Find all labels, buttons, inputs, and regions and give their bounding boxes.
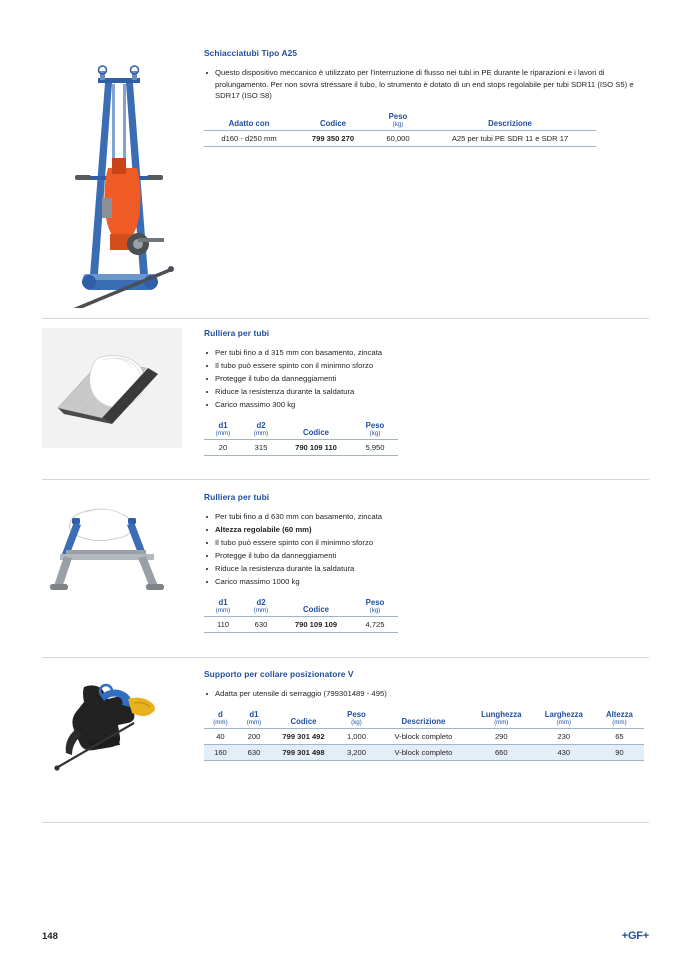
list-item: Per tubi fino a d 630 mm con basamento, zincata (204, 511, 644, 523)
cell-d1: 630 (247, 747, 261, 757)
list-item: Il tubo può essere spinto con il minimno sforzo (204, 360, 644, 372)
cell-adatto-con: d160 - d250 mm (221, 133, 277, 143)
col-header-peso: Peso (kg) (365, 420, 385, 437)
section-divider-4 (42, 822, 649, 823)
spec-table-1 (204, 112, 596, 147)
list-item: Carico massimo 1000 kg (204, 576, 644, 588)
col-header-descrizione: Descrizione (488, 118, 532, 128)
list-item: Altezza regolabile (60 mm) (204, 524, 644, 536)
cell-peso: 3,200 (346, 747, 366, 757)
cell-descrizione: V-block completo (394, 731, 453, 741)
cell-lunghezza: 660 (494, 747, 508, 757)
cell-codice: 799 301 498 (282, 747, 325, 757)
product-title: Schiacciatubi Tipo A25 (204, 48, 298, 58)
table-header-row (204, 112, 596, 131)
col-header-d2: d2 (mm) (253, 420, 269, 437)
col-header-larghezza: Larghezza (mm) (544, 709, 583, 726)
col-header-d: d (mm) (213, 709, 228, 726)
cell-peso: 1,000 (346, 731, 366, 741)
table-header-row (204, 598, 398, 617)
cell-peso: 60,000 (386, 133, 410, 143)
section-divider-1 (42, 318, 649, 319)
product-image-4 (42, 669, 182, 779)
list-item: Questo dispositivo meccanico è utilizzato per l'interruzione di flusso nei tubi in PE durante le riparazioni e i lavori di prolungamento. Per non sovra stressare il tubo, lo strumento è dotato di un end stops regolabile per tubi SDR11 (ISO S5) e SDR17 (ISO S8) (204, 67, 644, 102)
product-bullets (204, 347, 644, 411)
product-text-1 (204, 48, 644, 147)
cell-d2: 630 (254, 620, 268, 630)
col-header-d1: d1 (mm) (215, 598, 231, 615)
col-header-d1: d1 (mm) (215, 420, 231, 437)
col-header-peso: Peso (kg) (388, 111, 408, 128)
list-item: Riduce la resistenza durante la saldatura (204, 563, 644, 575)
cell-altezza: 90 (615, 747, 624, 757)
product-text-2 (204, 328, 644, 456)
pipe-squeezer-illustration (42, 48, 192, 308)
cell-peso: 5,950 (365, 442, 385, 452)
cell-codice: 799 350 270 (311, 133, 355, 143)
cell-d1: 20 (218, 442, 228, 452)
page-number: 148 (42, 931, 58, 942)
product-image-2 (42, 328, 182, 448)
col-header-altezza: Altezza (mm) (606, 709, 633, 726)
list-item: Riduce la resistenza durante la saldatura (204, 386, 644, 398)
col-header-lunghezza: Lunghezza (mm) (481, 709, 522, 726)
product-text-3 (204, 492, 644, 633)
product-image-1 (42, 48, 192, 308)
list-item: Per tubi fino a d 315 mm con basamento, zincata (204, 347, 644, 359)
cell-d1: 200 (247, 731, 261, 741)
spec-table-4 (204, 710, 644, 761)
list-item: Adatta per utensile di serraggio (799301489 - 495) (204, 688, 644, 700)
cell-codice: 790 109 110 (295, 442, 337, 452)
col-header-d2: d2 (mm) (253, 598, 269, 615)
product-title: Rulliera per tubi (204, 492, 270, 502)
pipe-roller-630-illustration (42, 492, 182, 602)
table-header-row (204, 421, 398, 440)
v-block-support-illustration (42, 669, 182, 779)
product-title: Rulliera per tubi (204, 328, 270, 338)
cell-altezza: 65 (615, 731, 624, 741)
table-row (204, 728, 644, 744)
product-bullets (204, 688, 644, 700)
brand-logo: +GF+ (621, 930, 649, 942)
col-header-adatto-con: Adatto con (228, 118, 270, 128)
product-bullets (204, 511, 644, 588)
product-title: Supporto per collare posizionatore V (204, 669, 354, 679)
cell-peso: 4,725 (365, 620, 385, 630)
cell-descrizione: V-block completo (394, 747, 453, 757)
spec-table-3 (204, 598, 398, 633)
col-header-d1: d1 (mm) (246, 709, 262, 726)
col-header-peso: Peso (kg) (365, 598, 385, 615)
pipe-roller-315-illustration (42, 328, 182, 448)
table-row (204, 130, 596, 146)
col-header-codice: Codice (320, 118, 346, 128)
col-header-codice: Codice (303, 427, 329, 437)
cell-d: 160 (214, 747, 227, 757)
spec-table-2 (204, 421, 398, 456)
cell-d1: 110 (216, 620, 230, 630)
table-row (204, 744, 644, 760)
table-header-row (204, 710, 644, 729)
product-image-3 (42, 492, 182, 602)
cell-codice: 799 301 492 (282, 731, 325, 741)
cell-larghezza: 230 (557, 731, 571, 741)
product-text-4 (204, 669, 644, 761)
col-header-peso: Peso (kg) (347, 709, 366, 726)
cell-d: 40 (216, 731, 225, 741)
col-header-codice: Codice (303, 605, 329, 615)
section-divider-2 (42, 479, 649, 480)
cell-d2: 315 (254, 442, 268, 452)
cell-lunghezza: 290 (494, 731, 508, 741)
list-item: Protegge il tubo da danneggiamenti (204, 373, 644, 385)
list-item: Il tubo può essere spinto con il minimno sforzo (204, 537, 644, 549)
list-item: Protegge il tubo da danneggiamenti (204, 550, 644, 562)
cell-descrizione: A25 per tubi PE SDR 11 e SDR 17 (451, 133, 569, 143)
cell-larghezza: 430 (557, 747, 571, 757)
cell-codice: 790 109 109 (294, 620, 338, 630)
product-bullets (204, 67, 644, 102)
list-item: Carico massimo 300 kg (204, 399, 644, 411)
table-row (204, 439, 398, 455)
col-header-codice: Codice (290, 716, 317, 726)
section-divider-3 (42, 657, 649, 658)
col-header-descrizione: Descrizione (401, 716, 446, 726)
table-row (204, 617, 398, 633)
